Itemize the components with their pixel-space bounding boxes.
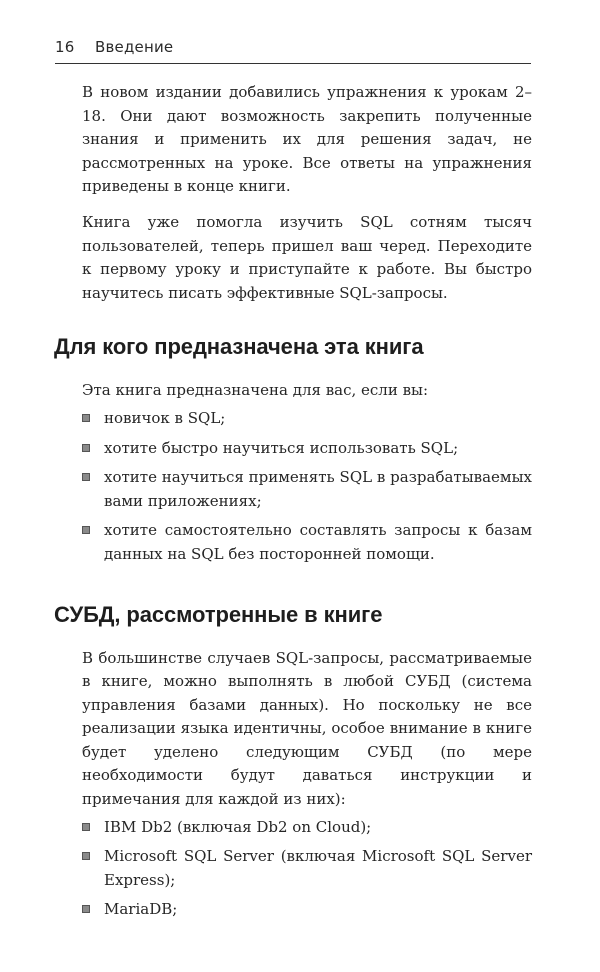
list-item (82, 437, 532, 461)
square-bullet-icon (82, 473, 90, 481)
list-item (82, 845, 532, 892)
header-rule (55, 63, 531, 64)
square-bullet-icon (82, 414, 90, 422)
square-bullet-icon (82, 852, 90, 860)
audience-intro: Эта книга предназначена для вас, если вы: (82, 381, 429, 400)
list-item-text: Microsoft SQL Server (включая Microsoft SQL Server Express); (104, 847, 532, 889)
page-body (54, 81, 532, 928)
dbms-list (82, 816, 532, 922)
heading-audience: Для кого предназначена эта книга (54, 334, 424, 360)
list-item (82, 816, 532, 840)
list-item (82, 898, 532, 922)
heading-dbms: СУБД, рассмотренные в книге (54, 601, 383, 627)
running-header (55, 38, 531, 60)
list-item-text: IBM Db2 (включая Db2 on Cloud); (104, 817, 372, 836)
list-item-text: хотите научиться применять SQL в разрабатываемых вами приложениях; (104, 468, 532, 510)
paragraph-exercises: В новом издании добавились упражнения к урокам 2–18. Они дают возможность закрепить полученные знания и применить их для решения задач, не рассмотренных на уроке. Все ответы на упражнения приведены в конце книги. (82, 83, 532, 196)
list-item (82, 407, 532, 431)
square-bullet-icon (82, 905, 90, 913)
section-title: Введение (95, 38, 174, 56)
list-item-text: хотите самостоятельно составлять запросы к базам данных на SQL без посторонней помощи. (104, 521, 532, 563)
square-bullet-icon (82, 823, 90, 831)
square-bullet-icon (82, 444, 90, 452)
paragraph-call-to-action: Книга уже помогла изучить SQL сотням тысяч пользователей, теперь пришел ваш черед. Переходите к первому уроку и приступайте к работе. Вы быстро научитесь писать эффективные SQL-запросы. (82, 212, 532, 302)
list-item (82, 466, 532, 513)
list-item-text: хотите быстро научиться использовать SQL; (104, 438, 459, 457)
list-item-text: новичок в SQL; (104, 408, 226, 427)
list-item (82, 519, 532, 566)
audience-list (82, 407, 532, 567)
list-item-text: MariaDB; (104, 900, 178, 919)
square-bullet-icon (82, 526, 90, 534)
dbms-paragraph: В большинстве случаев SQL-запросы, рассматриваемые в книге, можно выполнять в любой СУБД (система управления базами данных). Но поскольку не все реализации языка идентичны, особое внимание в книге будет уделено следующим СУБД (по мере необходимости будут даваться инструкции и примечания для каждой из них): (82, 648, 532, 809)
page-number: 16 (55, 38, 75, 56)
